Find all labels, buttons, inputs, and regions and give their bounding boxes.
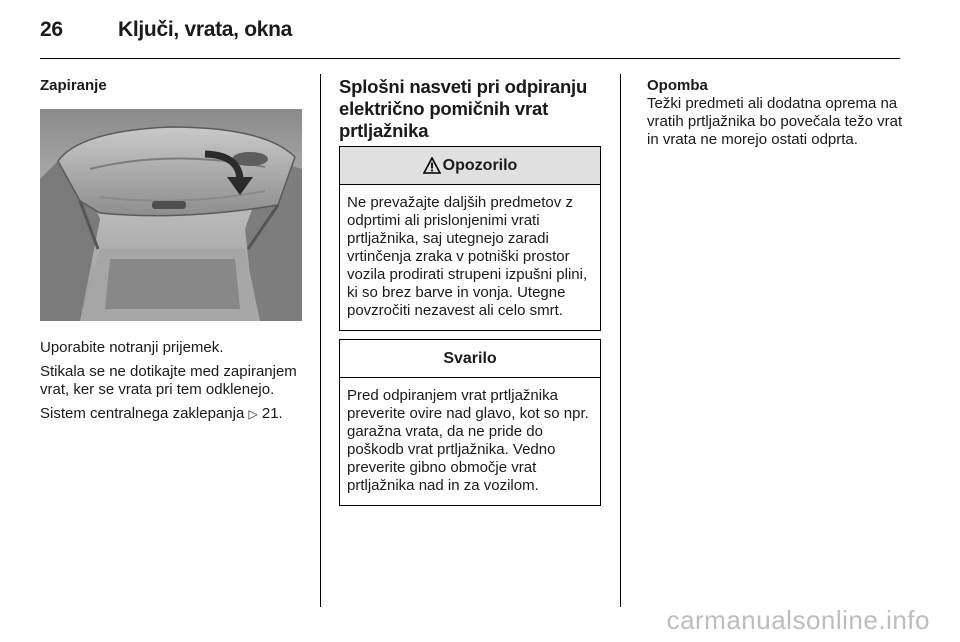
central-locking-reference (40, 405, 304, 423)
subheading-zapiranje: Zapiranje (40, 77, 107, 94)
warning-box (339, 146, 601, 331)
page-reference: 21. (261, 405, 283, 422)
page-title: Ključi, vrata, okna (118, 18, 293, 41)
warning-box-header (340, 147, 600, 185)
column-1 (40, 76, 304, 423)
caution-text: Pred odpiranjem vrat prtljažnika preverite ovire nad glavo, kot so npr. garažna vrata, da ne pride do poškodb vrat prtljažnika. Vedno preverite gibno območje vrat prtljažnika nad in za vozilom. (347, 387, 589, 494)
watermark: carmanualsonline.info (666, 605, 930, 635)
column-2 (339, 76, 601, 506)
caution-title: Svarilo (443, 349, 497, 367)
tailgate-closing-photo (40, 109, 302, 321)
central-locking-text: Sistem centralnega zaklepanja (40, 405, 249, 422)
header-rule (40, 58, 900, 59)
instruction-switch-warning: Stikala se ne dotikajte med zapiranjem vrat, ker se vrata pri tem odklenejo. (40, 363, 297, 398)
note-title: Opomba (647, 77, 708, 94)
instruction-use-handle: Uporabite notranji prijemek. (40, 339, 224, 356)
caution-box (339, 339, 601, 506)
column-3 (647, 76, 907, 149)
note-text: Težki predmeti ali dodatna oprema na vratih prtljažnika bo povečala težo vrat in vrata ne morejo ostati odprta. (647, 95, 903, 148)
column-divider-1 (320, 74, 321, 607)
column-divider-2 (620, 74, 621, 607)
caution-box-header (340, 340, 600, 378)
warning-text: Ne prevažajte daljših predmetov z odprtimi ali prislonjenimi vrati prtljažnika, saj utegnejo zaradi vrtinčenja zraka v potniški prostor vozila prodirati strupeni izpušni plini, ki so brez barve in vonja. Utegne povzročiti nezavest ali celo smrt. (347, 194, 588, 319)
warning-triangle-icon (423, 157, 441, 174)
section-heading-general-advice: Splošni nasveti pri odpiranju električno pomičnih vrat prtljažnika (339, 76, 588, 141)
page-number: 26 (40, 18, 63, 41)
warning-title: Opozorilo (442, 156, 518, 174)
triangle-ref-icon[interactable]: ▷ (248, 407, 258, 421)
